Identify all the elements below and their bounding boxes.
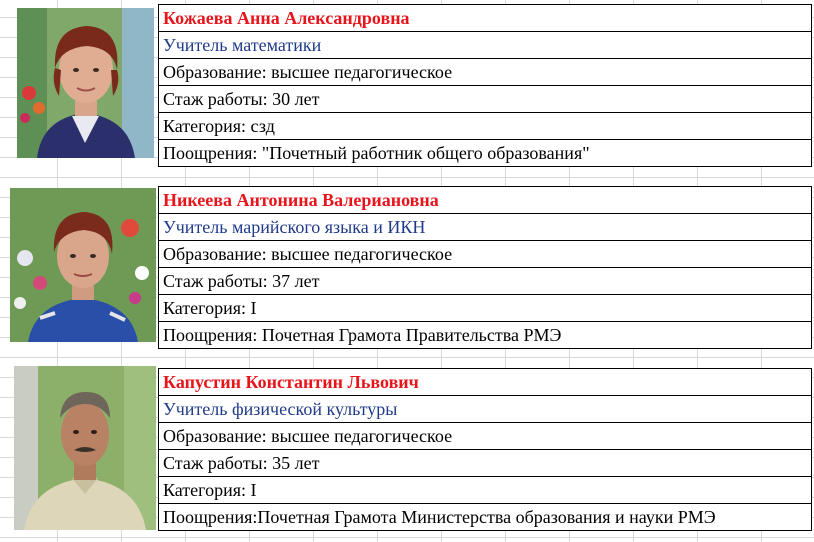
teacher-awards: Поощрения: Почетная Грамота Правительства РМЭ <box>159 322 812 349</box>
teacher-experience: Стаж работы: 35 лет <box>159 450 812 477</box>
teacher-education: Образование: высшее педагогическое <box>159 59 812 86</box>
teacher-name: Капустин Константин Львович <box>159 369 812 396</box>
teacher-category: Категория: сзд <box>159 113 812 140</box>
teacher-name: Никеева Антонина Валериановна <box>159 187 812 214</box>
teacher-photo <box>17 8 154 158</box>
teacher-education: Образование: высшее педагогическое <box>159 423 812 450</box>
teacher-awards: Поощрения: "Почетный работник общего образования" <box>159 140 812 167</box>
teacher-category: Категория: I <box>159 477 812 504</box>
teacher-education: Образование: высшее педагогическое <box>159 241 812 268</box>
teacher-position: Учитель физической культуры <box>159 396 812 423</box>
teacher-position: Учитель марийского языка и ИКН <box>159 214 812 241</box>
teacher-photo <box>10 188 156 342</box>
teacher-category: Категория: I <box>159 295 812 322</box>
teacher-photo <box>14 366 156 530</box>
teacher-card-3 <box>0 364 814 526</box>
teacher-card-1 <box>0 0 814 162</box>
teacher-card-2 <box>0 182 814 344</box>
teacher-info-table <box>158 186 812 349</box>
teacher-info-table <box>158 368 812 531</box>
teacher-experience: Стаж работы: 30 лет <box>159 86 812 113</box>
teacher-position: Учитель математики <box>159 32 812 59</box>
teacher-awards: Поощрения:Почетная Грамота Министерства образования и науки РМЭ <box>159 504 812 531</box>
teacher-experience: Стаж работы: 37 лет <box>159 268 812 295</box>
teacher-name: Кожаева Анна Александровна <box>159 5 812 32</box>
portrait-image-icon <box>17 8 154 158</box>
portrait-image-icon <box>14 366 156 530</box>
teacher-info-table <box>158 4 812 167</box>
portrait-image-icon <box>10 188 156 342</box>
